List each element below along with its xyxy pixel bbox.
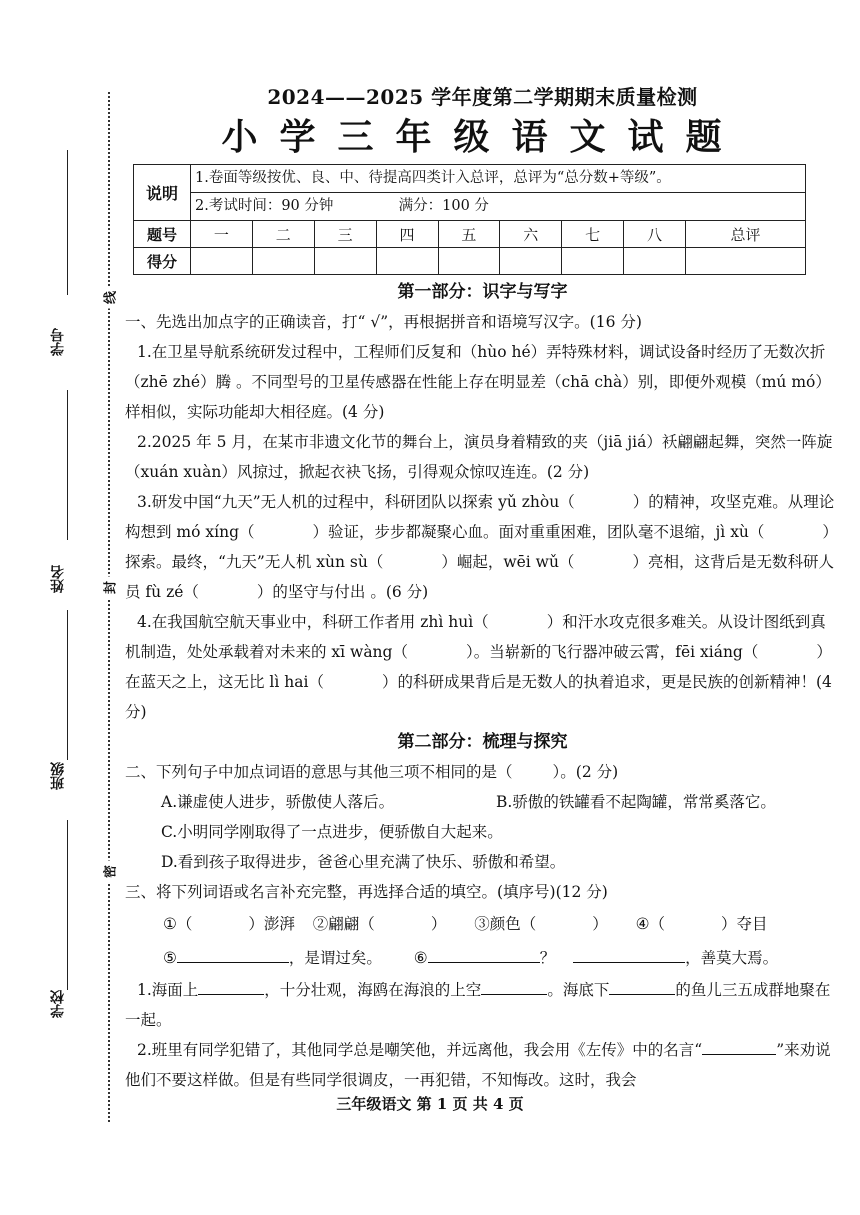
q1-p3-b: ）的精神，攻坚克难。从理论构想到 mó xíng（ <box>125 493 835 541</box>
choice-a: A.谦虚使人进步，骄傲使人落后。 <box>161 793 395 811</box>
q1-p2 <box>125 427 840 487</box>
seal-char-xian: 线 <box>100 287 119 309</box>
col-header: 总评 <box>686 221 806 248</box>
q1-p3-e: ）崛起，wēi wǔ（ <box>441 553 575 571</box>
q1-p3-f: ）亮相，这背后是无数科研人员 fù zé（ <box>125 553 834 601</box>
name-label: 姓名 <box>50 565 66 593</box>
answer-blank[interactable] <box>428 962 540 963</box>
answer-blank[interactable] <box>177 962 289 963</box>
answer-blank[interactable] <box>573 962 685 963</box>
q3-s1-c: 。海底下 <box>547 981 610 999</box>
class-label: 班级 <box>50 762 66 790</box>
col-header: 八 <box>624 221 686 248</box>
score-cell[interactable] <box>191 248 253 275</box>
question-label: 题号 <box>134 221 191 248</box>
score-cell[interactable] <box>376 248 438 275</box>
q1-p3-c: ）验证，步步都凝聚心血。面对重重困难，团队毫不退缩，jì xù（ <box>312 523 765 541</box>
q3-s2-a: 2.班里有同学犯错了，其他同学总是嘲笑他，并远离他，我会用《左传》中的名言“ <box>137 1041 703 1059</box>
idiom-1-rest: ）澎湃 <box>248 915 295 933</box>
quote-6-mark: ？ <box>539 949 556 967</box>
exam-paper <box>125 82 840 1095</box>
col-header: 三 <box>314 221 376 248</box>
score-cell[interactable] <box>624 248 686 275</box>
col-header: 二 <box>252 221 314 248</box>
student-id-label: 学号 <box>50 328 66 356</box>
q3-s1-a: 1.海面上 <box>137 981 199 999</box>
part2-title: 第二部分：梳理与探究 <box>397 732 568 752</box>
note-2 <box>191 193 806 221</box>
idiom-2-close: ） <box>430 915 447 933</box>
score-cell[interactable] <box>252 248 314 275</box>
idiom-1-open: ①（ <box>163 915 193 933</box>
q1-p4 <box>125 607 840 727</box>
seal-char-mi: 密 <box>100 861 119 883</box>
q3-s1-b: ，十分壮观，海鸥在海浪的上空 <box>264 981 482 999</box>
q3-s1 <box>125 975 840 1035</box>
q1-p2-c: 旋（xuán xuàn）风掠过，掀起衣袂飞扬，引得观众惊叹连连。(2 分) <box>125 433 833 481</box>
binding-margin <box>0 0 120 1130</box>
school-label: 学校 <box>50 990 66 1018</box>
note-1: 1.卷面等级按优、良、中、待提高四类计入总评，总评为“总分数+等级”。 <box>191 165 806 193</box>
col-header: 七 <box>562 221 624 248</box>
idiom-3-open: ③颜色（ <box>474 915 537 933</box>
idiom-3-close: ） <box>592 915 608 933</box>
notes-label: 说明 <box>134 165 191 221</box>
question-number-row <box>134 221 806 248</box>
seal-char-feng: 封 <box>100 577 119 599</box>
score-table <box>133 164 806 275</box>
quote-6-label: ⑥ <box>413 949 428 967</box>
class-line <box>67 610 68 760</box>
col-header: 四 <box>376 221 438 248</box>
student-id-line <box>67 150 68 295</box>
q1-p4-e: ）的科研成果背后是无数人的执着追求，更是民族的创新精神！(4 分) <box>125 673 832 721</box>
answer-blank[interactable] <box>702 1054 776 1055</box>
idiom-4-rest: ）夺目 <box>721 915 768 933</box>
col-header: 一 <box>191 221 253 248</box>
seal-line <box>108 92 110 1122</box>
score-cell[interactable] <box>686 248 806 275</box>
choice-b: B.骄傲的铁罐看不起陶罐，常常奚落它。 <box>496 793 776 811</box>
q1-p4-c: ）。当崭新的飞行器冲破云霄，fēi xiáng（ <box>465 643 759 661</box>
answer-blank[interactable] <box>481 994 547 995</box>
score-cell[interactable] <box>562 248 624 275</box>
answer-blank[interactable] <box>198 994 264 995</box>
q3-s2 <box>125 1035 840 1095</box>
page-footer: 三年级语文 第 1 页 共 4 页 <box>336 1095 524 1113</box>
note-2-score: 满分：100 分 <box>398 198 489 214</box>
choice-d: D.看到孩子取得进步，爸爸心里充满了快乐、骄傲和希望。 <box>161 853 566 871</box>
q1-p1-a: 1.在卫星导航系统研发过程中，工程师们反复 <box>137 343 447 361</box>
q2-head-b: ）。(2 分) <box>552 763 619 781</box>
part1-title: 第一部分：识字与写字 <box>397 282 568 302</box>
q1-p4-d: ）在蓝天之上，这无比 lì hai（ <box>125 643 832 691</box>
q1-p4-a: 4.在我国航空航天事业中，科研工作者用 zhì huì（ <box>137 613 489 631</box>
idiom-2-open: ②翩翩（ <box>312 915 375 933</box>
score-cell[interactable] <box>438 248 500 275</box>
q1-p3-a: 3.研发中国“九天”无人机的过程中，科研团队以探索 yǔ zhòu（ <box>137 493 575 511</box>
q3-row2 <box>125 941 840 975</box>
q1-p1-c: 折（zhē zhé）腾 。不同型号的卫星传感器在性能上存在明显 <box>125 343 826 391</box>
col-header: 六 <box>500 221 562 248</box>
q1-head: 一、先选出加点字的正确读音，打“ √”，再根据拼音和语境写汉字。(16 分) <box>125 313 642 331</box>
name-line <box>67 390 68 540</box>
q3-row1 <box>125 907 840 941</box>
q3-head: 三、将下列词语或名言补充完整，再选择合适的填空。(填序号)(12 分) <box>125 883 608 901</box>
q1-p2-a: 2.2025 年 5 月，在某市非遗文化节的舞台上，演员身着精致的 <box>137 433 573 451</box>
q1-p4-b: ）和汗水攻克很多难关。从设计图纸到真机制造，处处承载着对未来的 xī wàng（ <box>125 613 826 661</box>
q3-s1-d: 的鱼儿三五成群地聚在一起。 <box>125 981 831 1029</box>
idiom-4-open: ④（ <box>635 915 666 933</box>
q2-choices <box>125 787 840 877</box>
score-label: 得分 <box>134 248 191 275</box>
exam-year: 2024——2025 学年度第二学期期末质量检测 <box>267 85 698 109</box>
score-row <box>134 248 806 275</box>
quote-5-rest: ，是谓过矣。 <box>288 949 382 967</box>
quote-6-rest: ，善莫大焉。 <box>685 949 779 967</box>
q1-p3 <box>125 487 840 607</box>
answer-blank[interactable] <box>609 994 675 995</box>
col-header: 五 <box>438 221 500 248</box>
q1-p1-d: 差（chā chà）别，即便外观模（mú mó）样相似，实际功能却大相径庭。(4 分) <box>125 373 831 421</box>
choice-c: C.小明同学刚取得了一点进步，便骄傲自大起来。 <box>161 823 503 841</box>
q1-p3-d: ）探索。最终，“九天”无人机 xùn sù（ <box>125 523 838 571</box>
q2-head <box>125 757 840 787</box>
q1-p2-b: 夹（jiā jiá）袄翩翩起舞，突然一阵 <box>572 433 817 451</box>
q3-s2-b: ”来劝说他们不要这样做。但是有些同学很调皮，一再犯错，不知悔改。这时，我会 <box>125 1041 831 1089</box>
note-2-time: 2.考试时间：90 分钟 <box>195 198 334 214</box>
quote-5-label: ⑤ <box>163 949 177 967</box>
exam-title: 小学三年级语文试题 <box>221 116 744 158</box>
score-cell[interactable] <box>500 248 562 275</box>
q2-head-a: 二、下列句子中加点词语的意思与其他三项不相同的是（ <box>125 763 513 781</box>
q1-p3-g: ）的坚守与付出 。(6 分) <box>256 583 429 601</box>
q1-p1-b: 和（hùo hé）弄特殊材料，调试设备时经历了无数次 <box>446 343 810 361</box>
q1-p1 <box>125 337 840 427</box>
score-cell[interactable] <box>314 248 376 275</box>
school-line <box>67 820 68 990</box>
